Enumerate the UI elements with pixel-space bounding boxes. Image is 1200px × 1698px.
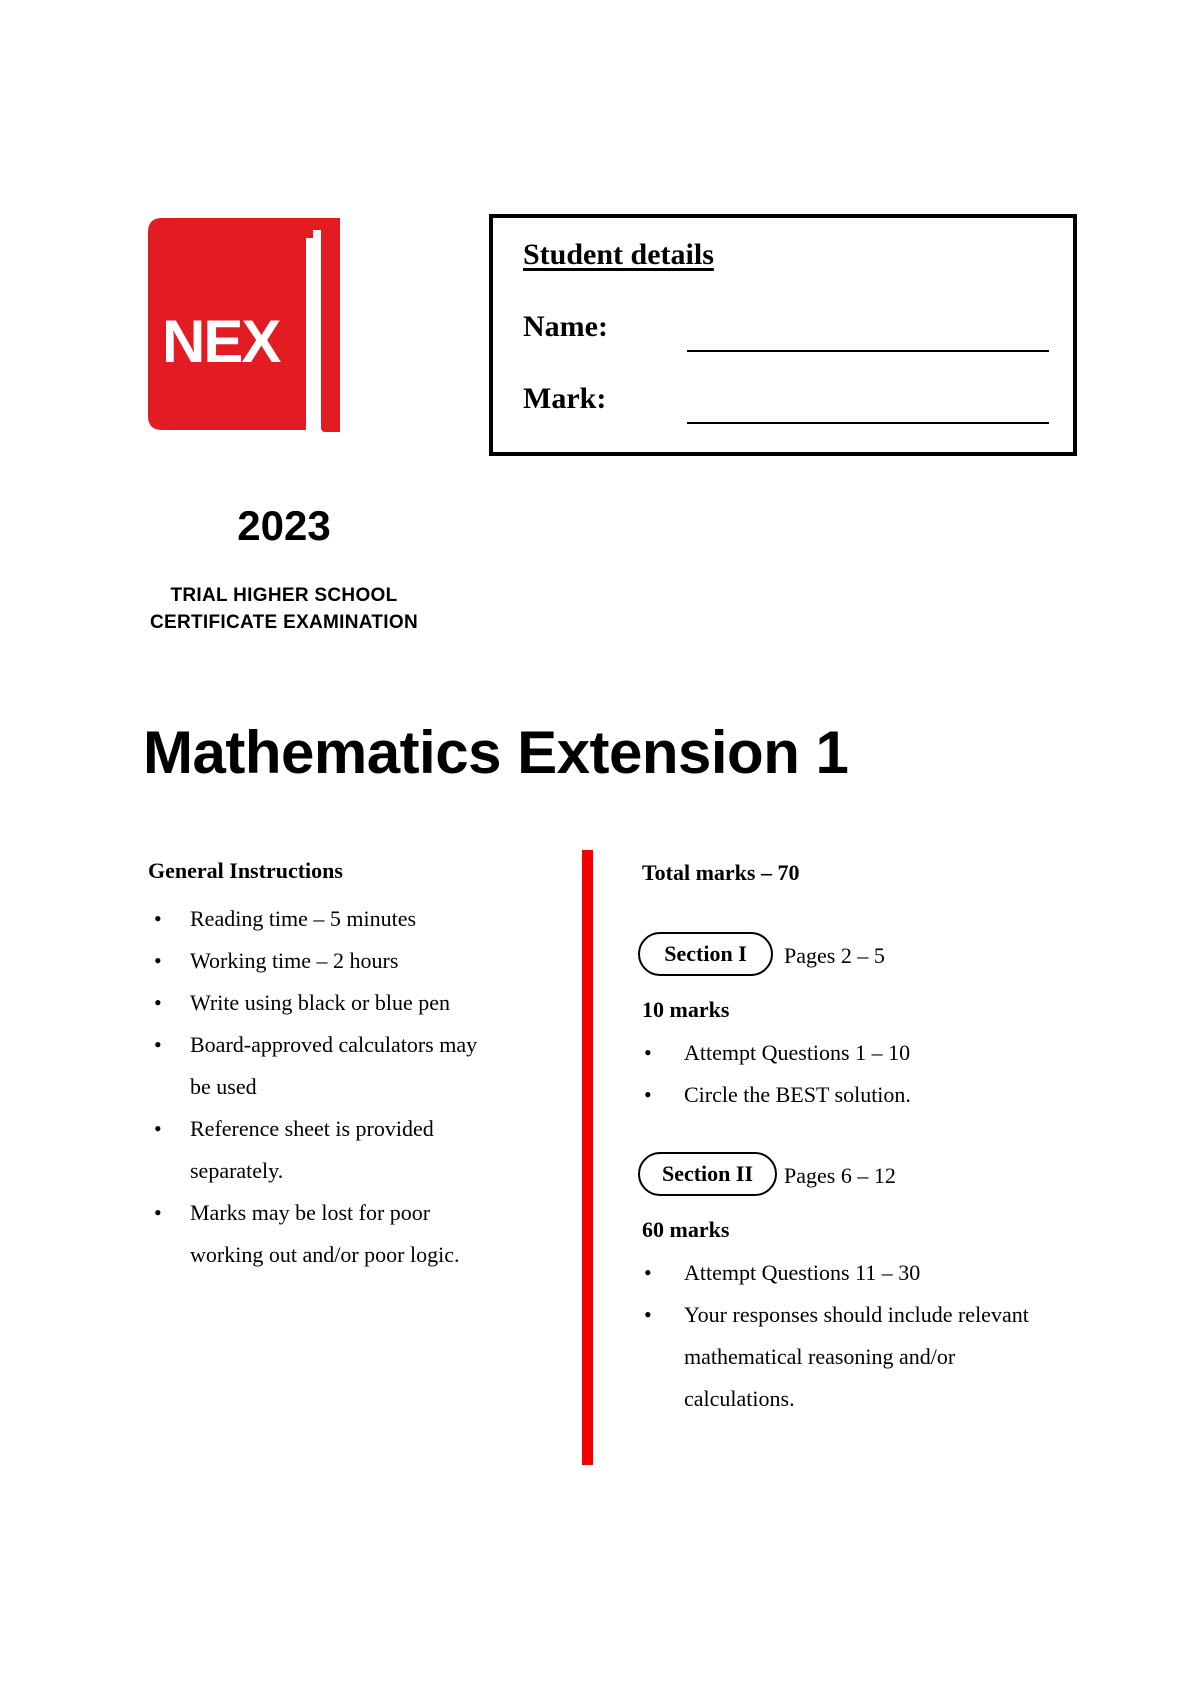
- list-item-line: working out and/or poor logic.: [190, 1242, 460, 1267]
- section-1-marks: 10 marks: [642, 997, 730, 1022]
- section-1-instructions: [642, 1032, 1072, 1116]
- list-item: [148, 1108, 528, 1192]
- section-2-instructions: [642, 1252, 1072, 1420]
- list-item: [148, 1192, 528, 1276]
- column-divider: [582, 850, 593, 1465]
- section-2-marks: 60 marks: [642, 1217, 730, 1242]
- list-item-line: • Write using black or blue pen: [190, 990, 450, 1015]
- exam-type: [140, 582, 428, 636]
- subject-title: Mathematics Extension 1: [143, 719, 849, 786]
- name-label: Name:: [523, 310, 608, 343]
- list-item: [148, 1024, 528, 1108]
- nex-logo-graphic: [148, 218, 340, 432]
- section-1-pages: Pages 2 – 5: [784, 943, 885, 968]
- list-item-line: • Reading time – 5 minutes: [190, 906, 417, 931]
- general-instructions-list: [148, 898, 528, 1276]
- list-item: [642, 1252, 1072, 1294]
- list-item-line: be used: [190, 1074, 257, 1099]
- list-item: [148, 982, 528, 1024]
- student-details-box: [489, 214, 1077, 456]
- exam-year: 2023: [237, 502, 331, 549]
- general-instructions-heading: General Instructions: [148, 858, 343, 883]
- list-item-line: • Marks may be lost for poor: [190, 1200, 431, 1225]
- list-item: [642, 1294, 1072, 1420]
- name-field[interactable]: [687, 350, 1049, 352]
- exam-type-line-2: CERTIFICATE EXAMINATION: [150, 612, 418, 633]
- mark-field[interactable]: [687, 422, 1049, 424]
- list-item-line: separately.: [190, 1158, 284, 1183]
- list-item-line: • Working time – 2 hours: [190, 948, 399, 973]
- list-item: [148, 898, 528, 940]
- list-item: [642, 1032, 1072, 1074]
- exam-type-line-1: TRIAL HIGHER SCHOOL: [170, 585, 398, 606]
- section-2-label: Section II: [638, 1152, 777, 1196]
- list-item: [148, 940, 528, 982]
- list-item-line: calculations.: [684, 1386, 795, 1411]
- total-marks: Total marks – 70: [642, 860, 800, 885]
- section-2-pages: Pages 6 – 12: [784, 1163, 896, 1188]
- student-details-title: Student details: [523, 238, 714, 271]
- svg-text:NEX: NEX: [162, 308, 280, 375]
- mark-label: Mark:: [523, 382, 607, 415]
- section-1-label: Section I: [638, 932, 773, 976]
- list-item-line: • Attempt Questions 11 – 30: [684, 1260, 921, 1285]
- list-item-line: • Board-approved calculators may: [190, 1032, 478, 1057]
- list-item-line: • Attempt Questions 1 – 10: [684, 1040, 911, 1065]
- list-item-line: • Circle the BEST solution.: [684, 1082, 911, 1107]
- list-item-line: mathematical reasoning and/or: [684, 1344, 956, 1369]
- nex-logo: [148, 218, 340, 432]
- list-item-line: • Your responses should include relevant: [684, 1302, 1029, 1327]
- list-item-line: • Reference sheet is provided: [190, 1116, 434, 1141]
- list-item: [642, 1074, 1072, 1116]
